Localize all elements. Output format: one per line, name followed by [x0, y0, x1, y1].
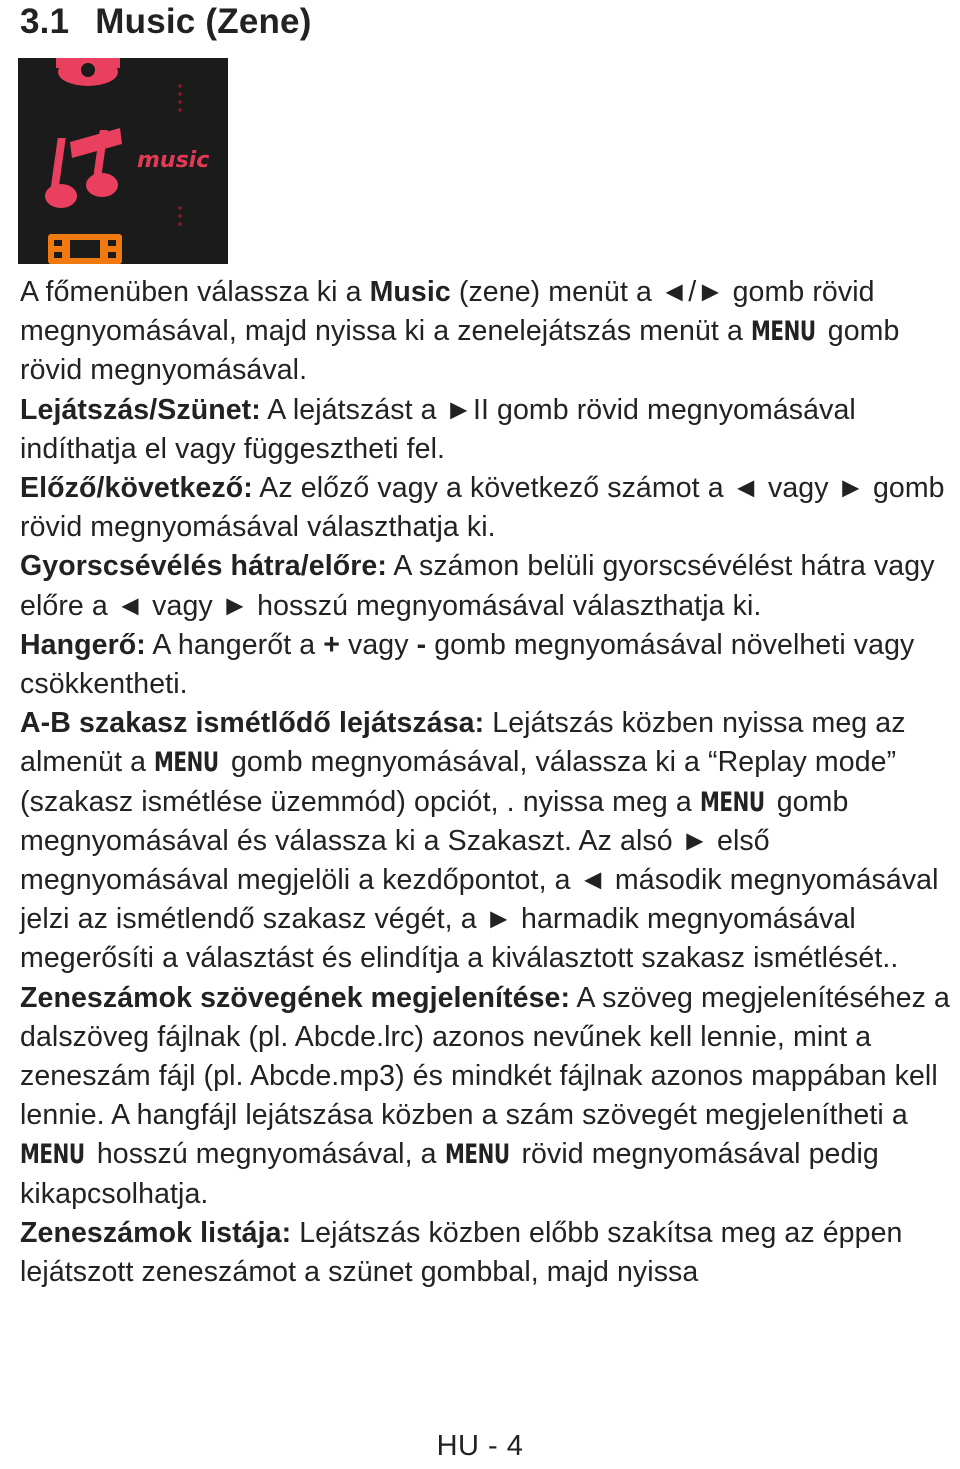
lyrics-paragraph: Zeneszámok szövegének megjelenítése: A szöveg megjelenítéséhez a dalszöveg fájlnak (pl. Abcde.lrc) azonos nevűnek kell lennie, mint a zeneszám fájl (pl. Abcde.mp3) és mindkét fájlnak azonos mappában kell lennie. A hangfájl lejátszása közben a szám szövegét megjelenítheti a MENU hosszú megnyomásával, a MENU rövid megnyomásával pedig kikapcsolhatja. [20, 981, 950, 1210]
section-title: Music (Zene) [95, 2, 312, 41]
music-menu-name: Music [369, 276, 451, 308]
tracklist-label: Zeneszámok listája: [20, 1216, 292, 1249]
prev-next-label: Előző/következő: [20, 472, 253, 505]
device-screen-image [18, 58, 228, 264]
video-film-icon [48, 234, 122, 264]
play-pause-label: Lejátszás/Szünet: [20, 393, 261, 426]
play-pause-paragraph: Lejátszás/Szünet: A lejátszást a ►II gomb rövid megnyomásával indíthatja el vagy függesztheti fel. [20, 393, 856, 465]
menu-key-label: MENU [444, 1139, 510, 1171]
lyrics-label: Zeneszámok szövegének megjelenítése: [20, 981, 571, 1014]
intro-paragraph: A főmenüben válassza ki a Music (zene) menüt a ◄/► gomb rövid megnyomásával, majd nyissa ki a zenelejátszás menüt a MENU gomb rövid megnyomásával. [20, 276, 900, 387]
fast-seek-label: Gyorscsévélés hátra/előre: [20, 550, 387, 583]
volume-label: Hangerő: [20, 628, 146, 661]
menu-key-label: MENU [154, 747, 219, 779]
fast-seek-paragraph: Gyorscsévélés hátra/előre: A számon belüli gyorscsévélést hátra vagy előre a ◄ vagy ► hosszú megnyomásával választhatja ki. [20, 550, 935, 622]
music-icon-label: music [137, 148, 210, 173]
tracklist-paragraph: Zeneszámok listája: Lejátszás közben előbb szakítsa meg az éppen lejátszott zeneszámot a szünet gombbal, majd nyissa [20, 1216, 903, 1289]
menu-key-label: MENU [750, 316, 816, 348]
volume-paragraph: Hangerő: A hangerőt a + vagy - gomb megnyomásával növelheti vagy csökkentheti. [20, 628, 915, 701]
section-heading [20, 2, 312, 42]
section-number: 3.1 [20, 2, 70, 41]
page-number: HU - 4 [436, 1430, 524, 1462]
ab-repeat-label: A-B szakasz ismétlődő lejátszása: [20, 707, 485, 740]
music-menu-illustration [18, 58, 228, 264]
menu-key-label: MENU [699, 786, 765, 818]
menu-key-label: MENU [20, 1139, 85, 1171]
manual-body-text [20, 273, 955, 1292]
ab-repeat-paragraph: A-B szakasz ismétlődő lejátszása: Lejátszás közben nyissa meg az almenüt a MENU gomb megnyomásával, válassza ki a “Replay mode” (szakasz ismétlése üzemmód) opciót, . nyissa meg a MENU gomb megnyomásával és válassza ki a Szakaszt. Az alsó ► első megnyomásával megjelöli a kezdőpontot, a ◄ második megnyomásával jelzi az ismétlendő szakasz végét, a ► harmadik megnyomásával megerősíti a választást és elindítja a kiválasztott szakasz ismétlését.. [20, 707, 939, 975]
prev-next-paragraph: Előző/következő: Az előző vagy a következő számot a ◄ vagy ► gomb rövid megnyomásával választhatja ki. [20, 472, 945, 544]
